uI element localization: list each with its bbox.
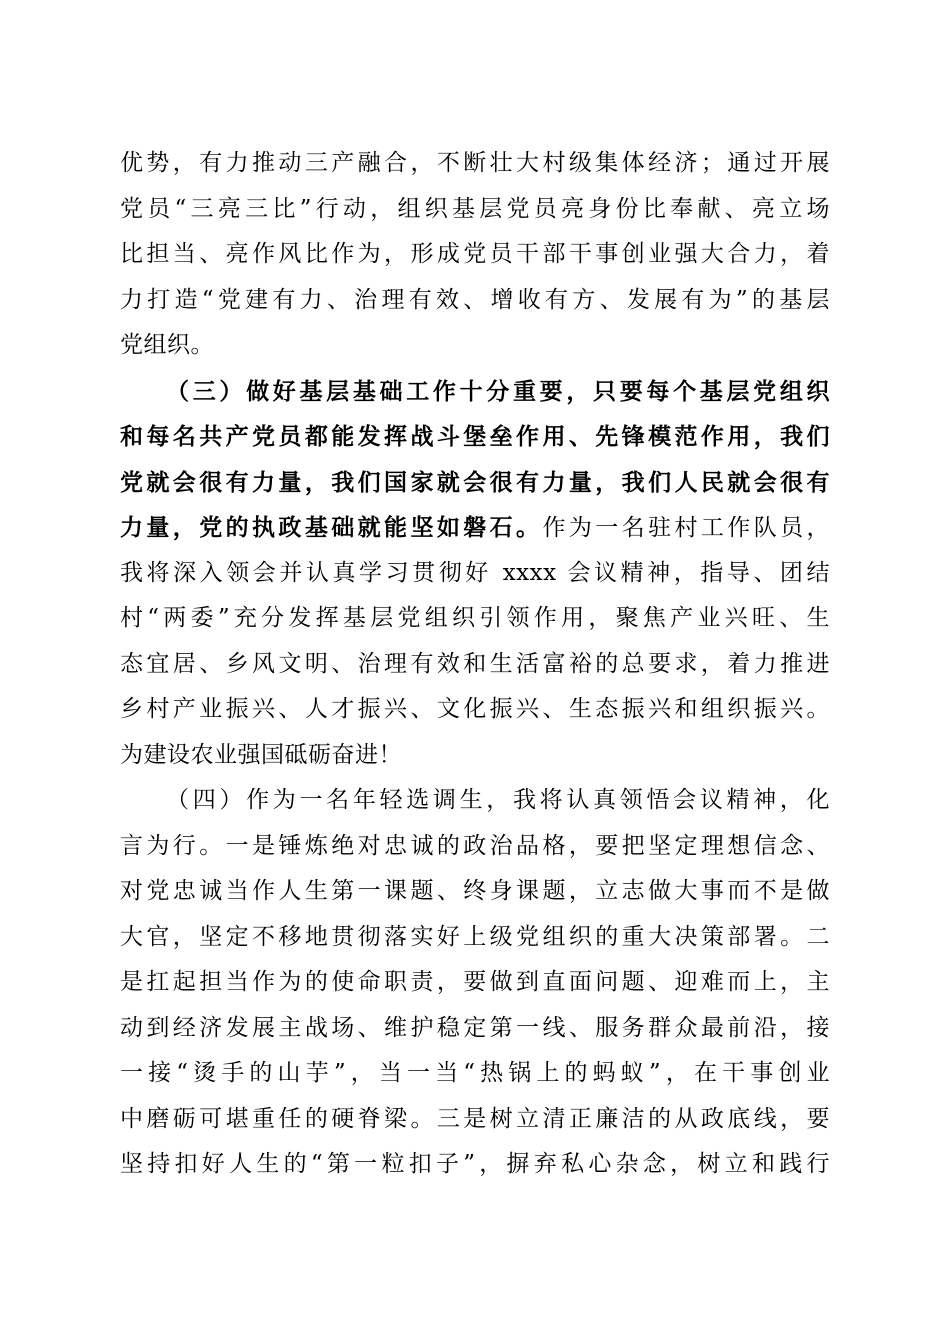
text-line: 动到经济发展主战场、维护稳定第一线、服务群众最前沿，接	[120, 1014, 830, 1041]
text-line: 对党忠诚当作人生第一课题、终身课题，立志做大事而不是做	[120, 878, 830, 904]
text-line: 乡村产业振兴、人才振兴、文化振兴、生态振兴和组织振兴。	[120, 696, 830, 722]
text-line: 党员“三亮三比”行动，组织基层党员亮身份比奉献、亮立场	[120, 195, 830, 222]
text-line: 我将深入领会并认真学习贯彻好 xxxx 会议精神，指导、团结	[120, 559, 830, 586]
text-line: 党组织。	[120, 332, 214, 358]
text-line-bold: 党就会很有力量，我们国家就会很有力量，我们人民就会很有	[120, 468, 830, 496]
text-line-bold: 和每名共产党员都能发挥战斗堡垒作用、先锋模范作用，我们	[120, 423, 830, 450]
paragraph-section-4	[120, 778, 830, 1188]
text-line: 比担当、亮作风比作为，形成党员干部干事创业强大合力，着	[120, 241, 830, 267]
text-line-bold: （三）做好基层基础工作十分重要，只要每个基层党组织	[166, 377, 830, 405]
text-line: 大官，坚定不移地贯彻落实好上级党组织的重大决策部署。二	[120, 923, 830, 950]
text-line-mixed	[120, 505, 830, 551]
text-line-regular-part: 作为一名驻村工作队员，	[542, 515, 831, 541]
text-line: 优势，有力推动三产融合，不断壮大村级集体经济；通过开展	[120, 150, 830, 176]
text-line: 为建设农业强国砥砺奋进！	[120, 741, 402, 768]
text-line: 言为行。一是锤炼绝对忠诚的政治品格，要把坚定理想信念、	[120, 832, 830, 859]
text-line: 中磨砺可堪重任的硬脊梁。三是树立清正廉洁的从政底线，要	[120, 1105, 830, 1132]
paragraph-continuation	[120, 141, 830, 369]
text-line: 一接“烫手的山芋”，当一当“热锅上的蚂蚁”，在干事创业	[120, 1060, 830, 1086]
text-line: 是扛起担当作为的使命职责，要做到直面问题、迎难而上，主	[120, 969, 830, 995]
text-line: 态宜居、乡风文明、治理有效和生活富裕的总要求，着力推进	[120, 650, 830, 677]
text-line: 力打造“党建有力、治理有效、增收有方、发展有为”的基层	[120, 286, 830, 313]
paragraph-section-3	[120, 369, 830, 779]
text-line: 坚持扣好人生的“第一粒扣子”，摒弃私心杂念，树立和践行	[120, 1151, 830, 1177]
document-body	[120, 141, 830, 1188]
text-line: 村“两委”充分发挥基层党组织引领作用，聚焦产业兴旺、生	[120, 605, 830, 631]
text-line: （四）作为一名年轻选调生，我将认真领悟会议精神，化	[166, 787, 830, 813]
text-line-bold-part: 力量，党的执政基础就能坚如磐石。	[120, 514, 543, 541]
